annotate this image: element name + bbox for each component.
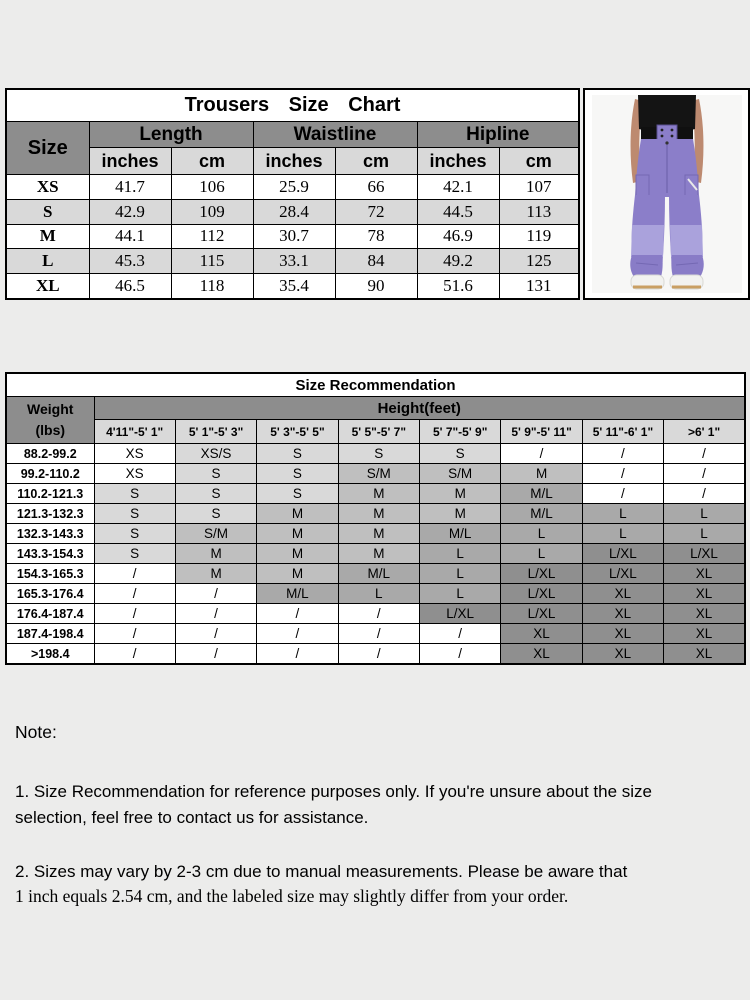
recommended-size-cell: /: [582, 464, 663, 484]
unit-header: inches: [89, 148, 171, 175]
measurement-value: 115: [171, 249, 253, 274]
recommended-size-cell: M: [338, 524, 419, 544]
recommended-size-cell: S: [94, 524, 175, 544]
recommended-size-cell: M: [257, 544, 338, 564]
height-range-header: 5' 7"-5' 9": [420, 420, 501, 444]
unit-header: cm: [499, 148, 579, 175]
height-range-header: 5' 9"-5' 11": [501, 420, 582, 444]
recommended-size-cell: /: [420, 644, 501, 665]
unit-header: cm: [335, 148, 417, 175]
recommended-size-cell: /: [338, 604, 419, 624]
weight-column-header: Weight (lbs): [6, 397, 94, 444]
note-item-2-line-1: 2. Sizes may vary by 2-3 cm due to manual measurements. Please be aware that: [15, 861, 628, 881]
note-item-2-line-2: 1 inch equals 2.54 cm, and the labeled size may slightly differ from your order.: [15, 886, 569, 907]
measurement-value: 72: [335, 199, 417, 224]
product-photo: [592, 95, 742, 293]
recommended-size-cell: L: [664, 504, 745, 524]
measurement-value: 107: [499, 175, 579, 200]
recommended-size-cell: XS: [94, 464, 175, 484]
weight-range-label: 99.2-110.2: [6, 464, 94, 484]
product-image-box: [583, 88, 750, 300]
size-recommendation-row: [6, 464, 745, 484]
size-recommendation-row: [6, 504, 745, 524]
recommended-size-cell: /: [257, 644, 338, 665]
measurement-value: 109: [171, 199, 253, 224]
recommended-size-cell: M: [175, 544, 256, 564]
recommended-size-cell: XL: [582, 624, 663, 644]
measurement-value: 90: [335, 274, 417, 299]
weight-range-label: >198.4: [6, 644, 94, 665]
measurement-value: 41.7: [89, 175, 171, 200]
measure-group-header: Hipline: [417, 122, 579, 148]
recommended-size-cell: XL: [582, 584, 663, 604]
measurement-value: 118: [171, 274, 253, 299]
recommended-size-cell: /: [257, 624, 338, 644]
recommended-size-cell: M: [338, 544, 419, 564]
measurement-value: 42.9: [89, 199, 171, 224]
size-chart-row: [6, 199, 579, 224]
measurement-value: 125: [499, 249, 579, 274]
height-row-header: Height(feet): [94, 397, 745, 420]
recommended-size-cell: M: [257, 564, 338, 584]
size-column-header: Size: [6, 122, 89, 175]
note-heading: Note:: [15, 722, 57, 742]
recommended-size-cell: /: [94, 644, 175, 665]
recommended-size-cell: /: [664, 484, 745, 504]
measurement-value: 78: [335, 224, 417, 249]
recommended-size-cell: /: [257, 604, 338, 624]
recommended-size-cell: /: [175, 604, 256, 624]
measurement-value: 42.1: [417, 175, 499, 200]
size-recommendation-row: [6, 544, 745, 564]
measurement-value: 35.4: [253, 274, 335, 299]
recommended-size-cell: /: [94, 604, 175, 624]
unit-header: inches: [417, 148, 499, 175]
height-range-header: 5' 3"-5' 5": [257, 420, 338, 444]
size-recommendation-row: [6, 624, 745, 644]
weight-range-label: 187.4-198.4: [6, 624, 94, 644]
size-recommendation-row: [6, 604, 745, 624]
trousers-product-image: [592, 95, 742, 293]
weight-range-label: 121.3-132.3: [6, 504, 94, 524]
recommended-size-cell: M: [257, 524, 338, 544]
recommended-size-cell: XL: [664, 624, 745, 644]
size-recommendation-row: [6, 524, 745, 544]
notes-section: [15, 722, 727, 910]
measurement-value: 30.7: [253, 224, 335, 249]
recommended-size-cell: S: [175, 484, 256, 504]
measurement-value: 45.3: [89, 249, 171, 274]
measurement-value: 112: [171, 224, 253, 249]
recommended-size-cell: L: [501, 544, 582, 564]
recommended-size-cell: S: [94, 484, 175, 504]
recommended-size-cell: L/XL: [582, 564, 663, 584]
recommended-size-cell: M/L: [501, 484, 582, 504]
measure-group-header: Length: [89, 122, 253, 148]
unit-header: cm: [171, 148, 253, 175]
height-range-header: >6' 1": [664, 420, 745, 444]
measurement-value: 25.9: [253, 175, 335, 200]
recommended-size-cell: S: [175, 464, 256, 484]
height-range-header: 4'11"-5' 1": [94, 420, 175, 444]
size-chart-row: [6, 249, 579, 274]
recommended-size-cell: XL: [582, 604, 663, 624]
size-label: XS: [6, 175, 89, 200]
measurement-value: 131: [499, 274, 579, 299]
measurement-value: 106: [171, 175, 253, 200]
recommended-size-cell: S: [257, 444, 338, 464]
recommended-size-cell: S: [94, 504, 175, 524]
size-label: S: [6, 199, 89, 224]
recommended-size-cell: M: [338, 484, 419, 504]
recommended-size-cell: S: [94, 544, 175, 564]
measurement-value: 113: [499, 199, 579, 224]
weight-range-label: 88.2-99.2: [6, 444, 94, 464]
recommended-size-cell: S: [175, 504, 256, 524]
recommended-size-cell: M: [175, 564, 256, 584]
recommended-size-cell: /: [94, 564, 175, 584]
recommended-size-cell: L/XL: [501, 604, 582, 624]
measurement-value: 46.5: [89, 274, 171, 299]
recommended-size-cell: /: [175, 584, 256, 604]
recommended-size-cell: M: [420, 484, 501, 504]
height-range-header: 5' 5"-5' 7": [338, 420, 419, 444]
measurement-value: 33.1: [253, 249, 335, 274]
recommended-size-cell: L: [501, 524, 582, 544]
size-recommendation-table: [5, 372, 746, 665]
recommended-size-cell: M: [257, 504, 338, 524]
recommended-size-cell: XL: [664, 564, 745, 584]
recommended-size-cell: /: [338, 624, 419, 644]
recommended-size-cell: XL: [664, 604, 745, 624]
recommended-size-cell: S: [257, 484, 338, 504]
recommended-size-cell: L: [582, 504, 663, 524]
recommended-size-cell: L/XL: [501, 564, 582, 584]
recommended-size-cell: M/L: [501, 504, 582, 524]
recommended-size-cell: XS: [94, 444, 175, 464]
recommended-size-cell: L: [664, 524, 745, 544]
recommended-size-cell: /: [420, 624, 501, 644]
recommended-size-cell: L: [420, 584, 501, 604]
recommended-size-cell: /: [501, 444, 582, 464]
recommended-size-cell: M/L: [420, 524, 501, 544]
recommended-size-cell: XL: [664, 584, 745, 604]
weight-range-label: 165.3-176.4: [6, 584, 94, 604]
size-recommendation-row: [6, 644, 745, 665]
measurement-value: 28.4: [253, 199, 335, 224]
recommended-size-cell: L/XL: [501, 584, 582, 604]
size-recommendation-title: Size Recommendation: [6, 373, 745, 397]
measure-group-header: Waistline: [253, 122, 417, 148]
weight-range-label: 176.4-187.4: [6, 604, 94, 624]
weight-range-label: 143.3-154.3: [6, 544, 94, 564]
recommended-size-cell: L/XL: [582, 544, 663, 564]
recommended-size-cell: XL: [582, 644, 663, 665]
recommended-size-cell: /: [175, 644, 256, 665]
height-range-header: 5' 11"-6' 1": [582, 420, 663, 444]
recommended-size-cell: /: [94, 624, 175, 644]
measurement-value: 44.1: [89, 224, 171, 249]
size-recommendation-row: [6, 564, 745, 584]
height-range-header: 5' 1"-5' 3": [175, 420, 256, 444]
recommended-size-cell: /: [664, 464, 745, 484]
measurement-value: 84: [335, 249, 417, 274]
recommended-size-cell: M: [501, 464, 582, 484]
unit-header: inches: [253, 148, 335, 175]
recommended-size-cell: S/M: [175, 524, 256, 544]
measurement-value: 51.6: [417, 274, 499, 299]
recommended-size-cell: M/L: [338, 564, 419, 584]
recommended-size-cell: L: [582, 524, 663, 544]
recommended-size-cell: /: [94, 584, 175, 604]
recommended-size-cell: L: [420, 544, 501, 564]
recommended-size-cell: L/XL: [664, 544, 745, 564]
recommended-size-cell: M/L: [257, 584, 338, 604]
recommended-size-cell: L: [420, 564, 501, 584]
recommended-size-cell: /: [582, 484, 663, 504]
recommended-size-cell: S/M: [338, 464, 419, 484]
recommended-size-cell: M: [420, 504, 501, 524]
size-chart-title: Trousers Size Chart: [6, 89, 579, 122]
measurement-value: 66: [335, 175, 417, 200]
weight-range-label: 154.3-165.3: [6, 564, 94, 584]
recommended-size-cell: /: [582, 444, 663, 464]
recommended-size-cell: /: [664, 444, 745, 464]
recommended-size-cell: XS/S: [175, 444, 256, 464]
recommended-size-cell: L/XL: [420, 604, 501, 624]
size-chart-row: [6, 224, 579, 249]
size-recommendation-row: [6, 584, 745, 604]
measurement-value: 49.2: [417, 249, 499, 274]
measurement-value: 119: [499, 224, 579, 249]
size-label: M: [6, 224, 89, 249]
measurement-value: 44.5: [417, 199, 499, 224]
recommended-size-cell: XL: [664, 644, 745, 665]
recommended-size-cell: /: [338, 644, 419, 665]
weight-range-label: 110.2-121.3: [6, 484, 94, 504]
recommended-size-cell: L: [338, 584, 419, 604]
weight-range-label: 132.3-143.3: [6, 524, 94, 544]
size-label: L: [6, 249, 89, 274]
size-label: XL: [6, 274, 89, 299]
trousers-size-chart-table: [5, 88, 580, 300]
recommended-size-cell: /: [175, 624, 256, 644]
note-item-1: 1. Size Recommendation for reference purposes only. If you're unsure about the size selection, feel free to contact us for assistance.: [15, 782, 653, 827]
size-recommendation-row: [6, 444, 745, 464]
recommended-size-cell: S/M: [420, 464, 501, 484]
size-chart-row: [6, 175, 579, 200]
recommended-size-cell: S: [420, 444, 501, 464]
recommended-size-cell: M: [338, 504, 419, 524]
measurement-value: 46.9: [417, 224, 499, 249]
recommended-size-cell: S: [338, 444, 419, 464]
size-chart-row: [6, 274, 579, 299]
recommended-size-cell: S: [257, 464, 338, 484]
size-chart-section: [5, 88, 750, 300]
recommended-size-cell: XL: [501, 624, 582, 644]
size-recommendation-row: [6, 484, 745, 504]
recommended-size-cell: XL: [501, 644, 582, 665]
